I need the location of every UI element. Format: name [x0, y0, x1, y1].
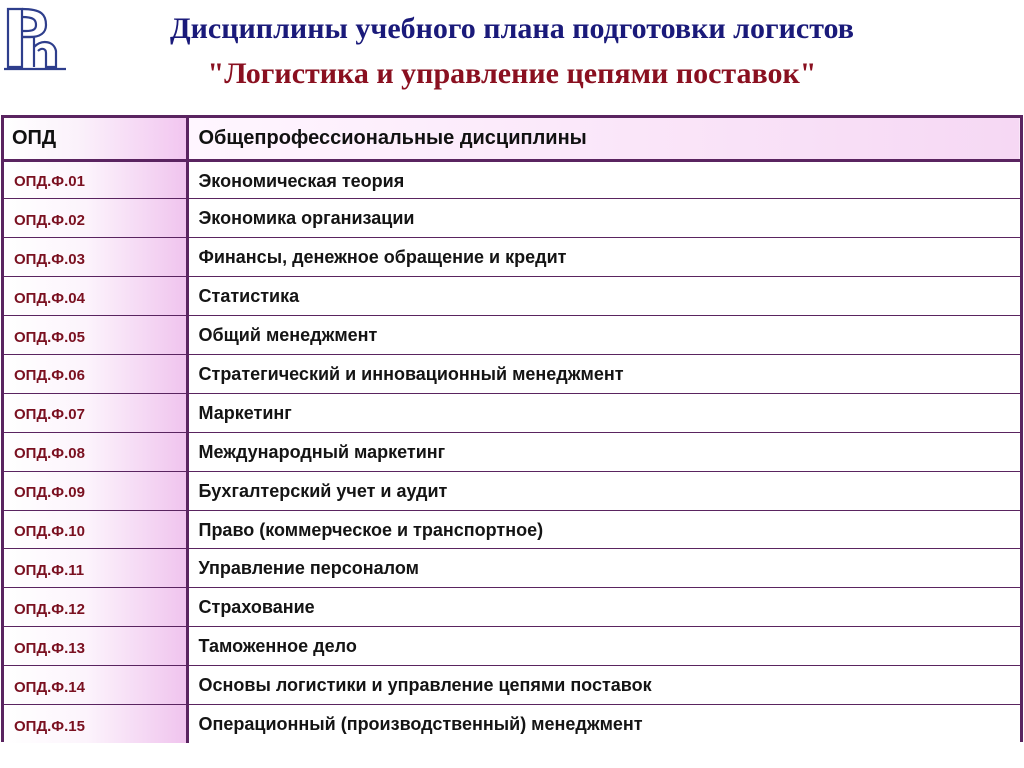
table-row [4, 432, 1020, 471]
discipline-name: Таможенное дело [187, 627, 1020, 666]
disciplines-table [1, 115, 1023, 742]
discipline-name: Экономика организации [187, 199, 1020, 238]
table-row [4, 627, 1020, 666]
discipline-code: ОПД.Ф.10 [4, 510, 187, 549]
table-row [4, 471, 1020, 510]
discipline-name: Операционный (производственный) менеджмент [187, 704, 1020, 743]
discipline-name: Статистика [187, 277, 1020, 316]
discipline-code: ОПД.Ф.05 [4, 316, 187, 355]
discipline-code: ОПД.Ф.04 [4, 277, 187, 316]
discipline-code: ОПД.Ф.08 [4, 432, 187, 471]
header-code-cell: ОПД [4, 118, 187, 160]
table-row [4, 704, 1020, 743]
discipline-code: ОПД.Ф.06 [4, 354, 187, 393]
discipline-name: Маркетинг [187, 393, 1020, 432]
table-row [4, 510, 1020, 549]
discipline-name: Бухгалтерский учет и аудит [187, 471, 1020, 510]
discipline-code: ОПД.Ф.09 [4, 471, 187, 510]
page-subtitle: "Логистика и управление цепями поставок" [207, 57, 817, 90]
discipline-name: Управление персоналом [187, 549, 1020, 588]
discipline-code: ОПД.Ф.11 [4, 549, 187, 588]
discipline-code: ОПД.Ф.07 [4, 393, 187, 432]
table-row [4, 588, 1020, 627]
table-header-row [4, 118, 1020, 160]
discipline-name: Финансы, денежное обращение и кредит [187, 238, 1020, 277]
table-row [4, 199, 1020, 238]
discipline-code: ОПД.Ф.02 [4, 199, 187, 238]
discipline-name: Общий менеджмент [187, 316, 1020, 355]
table-row [4, 277, 1020, 316]
table-row [4, 549, 1020, 588]
discipline-name: Стратегический и инновационный менеджмент [187, 354, 1020, 393]
discipline-name: Основы логистики и управление цепями поставок [187, 666, 1020, 705]
discipline-name: Страхование [187, 588, 1020, 627]
discipline-name: Международный маркетинг [187, 432, 1020, 471]
discipline-code: ОПД.Ф.13 [4, 627, 187, 666]
discipline-code: ОПД.Ф.14 [4, 666, 187, 705]
table-row [4, 316, 1020, 355]
discipline-code: ОПД.Ф.01 [4, 160, 187, 199]
discipline-code: ОПД.Ф.03 [4, 238, 187, 277]
page-title: Дисциплины учебного плана подготовки логистов [169, 12, 854, 45]
table-row [4, 354, 1020, 393]
header-name-cell: Общепрофессиональные дисциплины [187, 118, 1020, 160]
table-row [4, 393, 1020, 432]
table-row [4, 666, 1020, 705]
discipline-name: Экономическая теория [187, 160, 1020, 199]
discipline-code: ОПД.Ф.15 [4, 704, 187, 743]
table-row [4, 160, 1020, 199]
discipline-code: ОПД.Ф.12 [4, 588, 187, 627]
discipline-name: Право (коммерческое и транспортное) [187, 510, 1020, 549]
table-row [4, 238, 1020, 277]
